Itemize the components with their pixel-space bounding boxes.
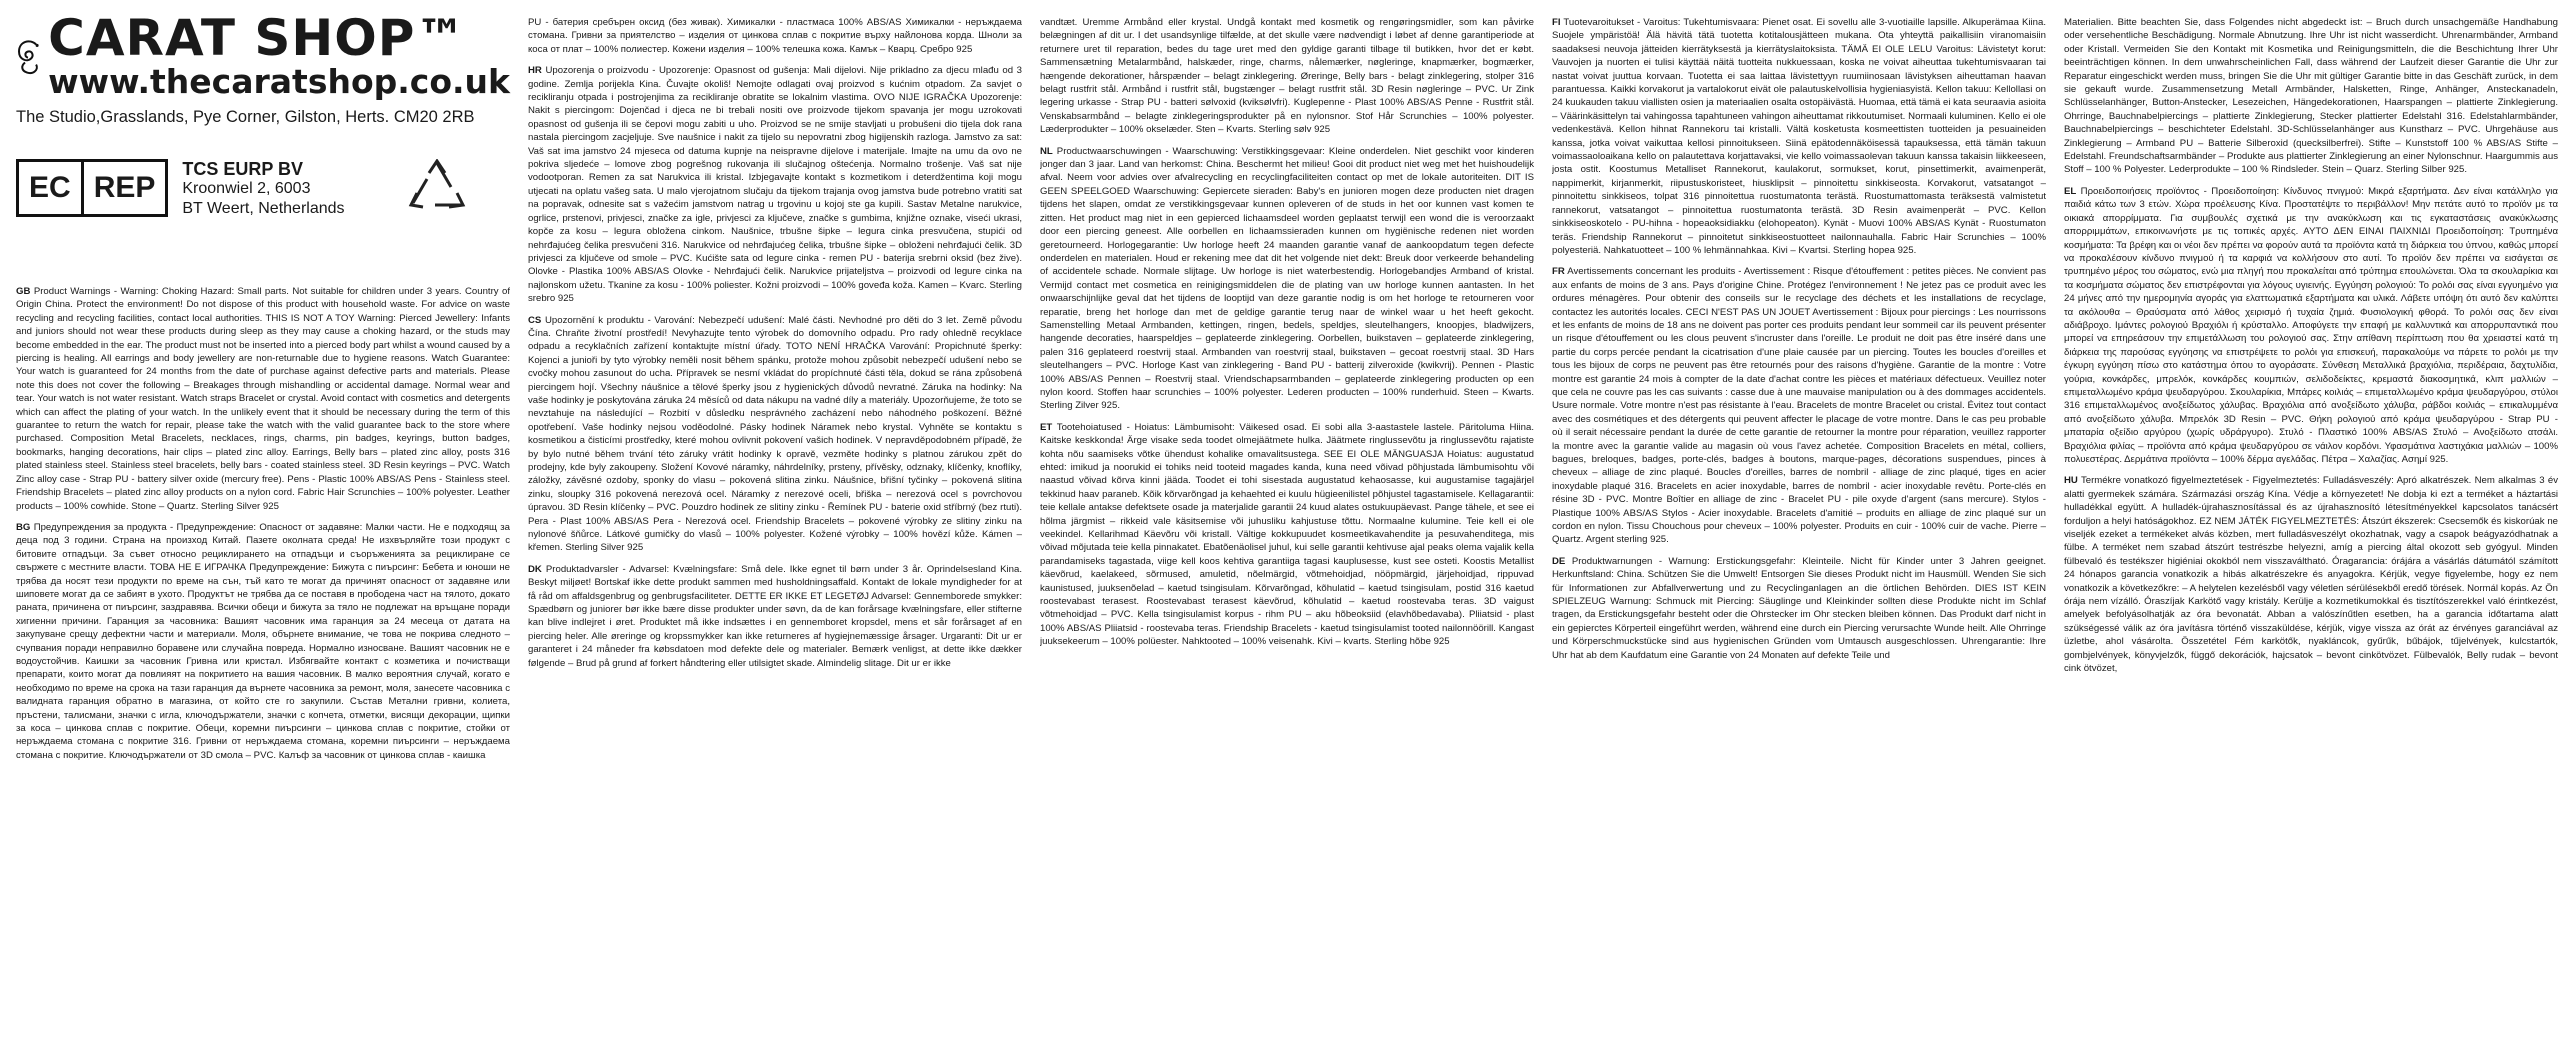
warning-paragraph: [1552, 265, 2046, 547]
ec-label: EC: [29, 171, 71, 204]
warning-paragraph: [16, 521, 510, 762]
paragraph-text: Προειδοποιήσεις προϊόντος - Προειδοποίηση: Κίνδυνος πνιγμού: Μικρά εξαρτήματα. Δεν είναι κατάλληλο για παιδιά κάτω των 3 ετών. Χώρα προέλευσης Κίνα. Προστατέψτε το περιβάλλον! Μην πετάτε αυτό το προϊόν με τα οικιακά απορρίμματα. Για συμβουλές σχετικά με την ανακύκλωση και τις εγκαταστάσεις ανακύκλωσης απορριμμάτων, επικοινωνήστε με τις τοπικές αρχές. ΑΥΤΟ ΔΕΝ ΕΙΝΑΙ ΠΑΙΧΝΙΔΙ Προειδοποίηση: Τρυπημένα κοσμήματα: Τα βρέφη και οι νέοι δεν πρέπει να φορούν αυτά τα προϊόντα κατά τη διάρκεια του ύπνου, καθώς μπορεί να προκαλέσουν κίνδυνο πνιγμού ή τα καρφιά να κολλήσουν στο αυτί. Το προϊόν δεν πρέπει να εισάγεται σε τρυπημένο μέρος του σώματος, ενώ μια πληγή που προκαλείται από τρύπημα επουλώνεται. Όλα τα σκουλαρίκια και τα κοσμήματα σώματος δεν επιστρέφονται για λόγους υγιεινής. Εγγύηση ρολογιού: Το ρολόι σας είναι εγγυημένο για 24 μήνες από την ημερομηνία αγοράς για ελαττωματικά εξαρτήματα και υλικά. Λάβετε υπόψη ότι αυτό δεν καλύπτει τα ακόλουθα – Θραύσματα από λάθος χειρισμό ή τυχαία ζημιά. Φυσιολογική φθορά. Το ρολόι σας δεν είναι αδιάβροχο. Ιμάντες ρολογιού Βραχιόλι ή κρύσταλλο. Αποφύγετε την επαφή με καλλυντικά και απορρυπαντικά που μπορεί να επηρεάσουν την επιμετάλλωση του ρολογιού σας. Στην απίθανη περίπτωση που θα χρειαστεί κατά τη διάρκεια της παρούσας εγγύησης να επιστρέψετε το ρολόι για επισκευή, παρακαλούμε να πάρετε το ρολόι με την έγκυρη εγγύηση πίσω στο κατάστημα όπου το αγοράσατε. Σύνθεση Μεταλλικά βραχιόλια, περιδέραια, δαχτυλίδια, γούρια, κονκάρδες, μπρελόκ, κονκάρδες κουμπιών, σελιδοδείκτες, κρεμαστά διακοσμητικά, κλιπ μαλλιών – επιμεταλλωμένο κράμα ψευδαργύρου. Σκουλαρίκια, Μπάρες κοιλιάς – επιμεταλλωμένο κράμα ψευδαργύρου, στύλοι 316 επιμεταλλωμένος ανοξείδωτος χάλυβας. Βραχιόλια από ανοξείδωτο χάλυβα, ράβδοι κοιλιάς – επικαλυμμένα από ανοξείδωτο χάλυβα. Μπρελόκ 3D Resin – PVC. Θήκη ρολογιού από κράμα ψευδαργύρου - Strap PU - μπαταρία οξείδιο αργύρου (χωρίς υδράργυρο). Στυλό - Πλαστικό 100% ABS/AS Στυλό – Ανοξείδωτο ατσάλι. Βραχιόλια φιλίας – προϊόντα από κράμα ψευδαργύρου σε νάιλον κορδόνι. Υφασμάτινα λαστιχάκια μαλλιών – 100% πολυεστέρας. Δερμάτινα προϊόντα – 100% δέρμα αγελάδας. Πέτρα – Χαλαζίας. Ασημί 925.: [2064, 185, 2558, 465]
language-code: DK: [528, 563, 542, 575]
text-column-1: [16, 285, 510, 1035]
ec-rep-city: BT Weert, Netherlands: [182, 200, 345, 217]
ec-rep-company: TCS EURP BV: [182, 159, 304, 179]
paragraph-text: Produktwarnungen - Warnung: Erstickungsgefahr: Kleinteile. Nicht für Kinder unter 3 Jahren geeignet. Herkunftsland: China. Schützen Sie die Umwelt! Entsorgen Sie dieses Produkt nicht im Hausmüll. Wenden Sie sich für Informationen zur Abfallverwertung und zu Recyclinganlagen an die örtlichen Behörden. DIES IST KEIN SPIELZEUG Warnung: Schmuck mit Piercing: Säuglinge und Kleinkinder sollten diese Produkte nicht im Schlaf tragen, da Erstickungsgefahr besteht oder die Ohrstecker im Ohr stecken bleiben können. Das Produkt darf nicht in ein gepierctes Körperteil eingeführt werden, während eine durch ein Piercing verursachte Wunde heilt. Alle Ohrringe und Körperschmuckstücke sind aus hygienischen Gründen vom Umtausch ausgeschlossen. Uhrengarantie: Ihre Uhr hat ab dem Kaufdatum eine Garantie von 24 Monaten auf defekte Teile und: [1552, 555, 2046, 661]
ec-rep-address: [182, 159, 344, 219]
language-code: HU: [2064, 475, 2078, 487]
paragraph-text: Produktadvarsler - Advarsel: Kvælningsfare: Små dele. Ikke egnet til børn under 3 år. Oprindelsesland Kina. Beskyt miljøet! Bortskaf ikke dette produkt sammen med husholdningsaffald. Kontakt de lokale myndigheder for at få råd om affaldsgenbrug og genbrugsfaciliteter. DETTE ER IKKE ET LEGETØJ Advarsel: Gennemborede smykker: Spædbørn og juniorer bør ikke bære disse produkter under søvn, da de kan forårsage kvælningsfare, eller stifterne kan blive indlejret i øret. Produktet må ikke indsættes i en gennemboret kropsdel, mens et sår forårsaget af en piercing heler. Alle øreringe og kropssmykker kan ikke returneres af hygiejnemæssige årsager. Urgaranti: Dit ur er garanteret i 24 måneder fra købsdatoen mod defekte dele og materialer. Bemærk venligst, at dette ikke dækker følgende – Brud på grund af forkert håndtering eller utilsigtet skade. Almindelig slitage. Dit ur er ikke: [528, 563, 1022, 669]
warning-paragraph: [528, 64, 1022, 305]
paragraph-text: Avertissements concernant les produits - Avertissement : Risque d'étouffement : petites pièces. Ne convient pas aux enfants de moins de 3 ans. Pays d'origine Chine. Protégez l'environnement ! Ne jetez pas ce produit avec les ordures ménagères. Pour obtenir des conseils sur le recyclage des déchets et les installations de recyclage, contactez les autorités locales. CECI N'EST PAS UN JOUET Avertissement : Bijoux pour piercings : Les nourrissons et les enfants de moins de 18 ans ne doivent pas porter ces produits pendant leur sommeil car ils peuvent présenter un risque d'étouffement ou les clous peuvent s'incruster dans l'oreille. Le produit ne doit pas être inséré dans une partie du corps percée pendant la cicatrisation d'une plaie causée par un piercing. Toutes les boucles d'oreilles et tous les bijoux de corps ne peuvent pas être retournés pour des raisons d'hygiène. Garantie de la montre : Votre montre est garantie 24 mois à compter de la date d'achat contre les pièces et matériaux défectueux. Veuillez noter que cela ne couvre pas les cas suivants : casse due à une mauvaise manipulation ou à des dommages accidentels. Usure normale. Votre montre n'est pas résistante à l'eau. Bracelets de montre Bracelet ou cristal. Évitez tout contact avec des cosmétiques et des détergents qui peuvent affecter le placage de votre montre. Dans le cas peu probable où il serait nécessaire pendant la durée de cette garantie de retourner la montre pour réparation, veuillez rapporter la montre avec la garantie valide au magasin où vous l'avez achetée. Composition Bracelets en métal, colliers, bagues, breloques, badges, porte-clés, badges à boutons, marque-pages, décorations suspendues, pinces à cheveux – alliage de zinc plaqué. Boucles d'oreilles, barres de nombril - alliage de zinc plaqué, tiges en acier inoxydable plaqué 316. Bracelets en acier inoxydable, barres de nombril - acier inoxydable revêtu. Porte-clés en résine 3D - PVC. Montre Boîtier en alliage de zinc - Bracelet PU - pile oxyde d'argent (sans mercure). Stylos - Plastique 100% ABS/AS Stylos - Acier inoxydable. Bracelets d'amitié – produits en alliage de zinc plaqué sur un cordon en nylon. Tissu Chouchous pour cheveux – 100% polyester. Produits en cuir - 100% cuir de vache. Pierre – Quartz. Argent sterling 925.: [1552, 266, 2046, 546]
text-column-3: [1040, 16, 1534, 1036]
language-code: FI: [1552, 17, 1561, 28]
paragraph-text: Materialien. Bitte beachten Sie, dass Folgendes nicht abgedeckt ist: – Bruch durch unsachgemäße Handhabung oder versehentliche Beschädigung. Normale Abnutzung. Ihre Uhr ist nicht wasserdicht. Uhrenarmbänder, Armband oder Kristall. Vermeiden Sie den Kontakt mit Kosmetika und Reinigungsmitteln, die die Beschichtung Ihrer Uhr beeinträchtigen können. In dem unwahrscheinlichen Fall, dass während der Laufzeit dieser Garantie die Uhr zur Reparatur eingeschickt werden muss, bringen Sie die Uhr mit gültiger Garantie bitte in das Geschäft zurück, in dem sie gekauft wurde. Zusammensetzung Metall Armbänder, Halsketten, Ringe, Anhänger, Ansteckanadeln, Schlüsselanhänger, Button-Anstecker, Lesezeichen, Hängedekorationen, Haarspangen – plattierte Zinklegierung. Ohrringe, Bauchnabelpiercings – plattierte Zinklegierung, Stecker plattierter Edelstahl 316. Edelstahlarmbänder, Bauchnabelpiercings – beschichteter Edelstahl. 3D-Schlüsselanhänger aus Kunstharz – PVC. Uhrgehäuse aus Zinklegierung – Armband PU – Batterie Silberoxid (quecksilberfrei). Stifte – Kunststoff 100 % ABS/AS Stifte – Edelstahl. Freundschaftsarmbänder – Produkte aus plattierter Zinklegierung an einer Nylonschnur. Haargummis aus Stoff – 100 % Polyester. Lederprodukte – 100 % Rindsleder. Stein – Quarz. Sterling Silber 925.: [2064, 17, 2558, 176]
ec-rep-block: [16, 159, 510, 219]
text-column-4: [1552, 16, 2046, 1036]
language-code: DE: [1552, 555, 1566, 567]
language-code: CS: [528, 314, 542, 326]
brand-url: www.thecaratshop.co.uk: [48, 62, 510, 101]
paragraph-text: Upozorenja o proizvodu - Upozorenje: Opasnost od gušenja: Mali dijelovi. Nije prikladno za djecu mlađu od 3 godine. Zemlja porijekla Kina. Čuvajte okoliš! Nemojte odlagati ovaj proizvod s kućnim otpadom. Za savjet o recikliranju otpada i postrojenjima za recikliranje obratite se lokalnim vlastima. OVO NIJE IGRAČKA Upozorenje: Nakit s piercingom: Dojenčad i djeca ne bi trebali nositi ove proizvode tijekom spavanja jer mogu uzrokovati opasnost od gušenja ili se čepovi mogu zabiti u uho. Proizvod se ne smije stavljati u probušeni dio tijela dok rana nastala piercingom zacjeljuje. Sve naušnice i nakit za tijelo su nepovratni zbog higijenskih razloga. Jamstvo za sat: Vaš sat ima jamstvo 24 mjeseca od datuma kupnje na neispravne dijelove i materijale. Imajte na umu da ovo ne pokriva sljedeće – lomove zbog pogrešnog rukovanja ili slučajnog oštećenja. Normalno trošenje. Vaš sat nije vodootporan. Remen za sat Narukvica ili kristal. Izbjegavajte kontakt s kozmetikom i deterdžentima koji mogu utjecati na oplatu vašeg sata. U malo vjerojatnom slučaju da tijekom trajanja ovog jamstva bude potrebno vratiti sat na popravak, odnesite sat s važećim jamstvom natrag u trgovinu u kojoj ste ga kupili. Sastav Metalne narukvice, ogrlice, prstenovi, privjesci, značke za igle, privjesci za ključeve, značke s gumbima, knjižne oznake, viseći ukrasi, kopče za kosu – legura obložena cinkom. Naušnice, trbušne šipke – legura cinka presvučena, stupići od nehrđajućeg čelika presvučeni 316. Narukvice od nehrđajućeg čelika, trbušne šipke – obloženi nehrđajući čelik. 3D privjesci za ključeve od smole – PVC. Kućište sata od legure cinka - remen PU - baterija srebrni oksid (bez žive). Olovke - Plastika 100% ABS/AS Olovke - Nehrđajući čelik. Narukvice prijateljstva – proizvodi od legure cinka na najlonskom užetu. Tkanine za kosu - 100% poliester. Kožni proizvodi – 100% goveđa koža. Kamen – Kvarc. Sterling srebro 925: [528, 65, 1022, 305]
warning-paragraph: [1552, 16, 2046, 257]
language-code: GB: [16, 286, 31, 297]
warning-paragraph: [1040, 145, 1534, 413]
brand-name: CARAT SHOP™: [48, 9, 467, 67]
warning-paragraph: [2064, 185, 2558, 467]
language-code: BG: [16, 521, 31, 533]
language-code: NL: [1040, 145, 1053, 157]
paragraph-text: Tuotevaroitukset - Varoitus: Tukehtumisvaara: Pienet osat. Ei sovellu alle 3-vuotiaille lapsille. Alkuperämaa Kiina. Suojele ympäristöä! Älä hävitä tätä tuotetta kotitalousjätteen mukana. Ota yhteyttä paikallisiin viranomaisiin saadaksesi neuvoja jätteiden kierrätyksestä ja kierrätyslaitoksista. TÄMÄ EI OLE LELU Varoitus: Lävistetyt korut: Vauvojen ja nuorten ei tulisi käyttää näitä tuotteita nukkuessaan, koska ne voivat aiheuttaa tukehtumisvaaran tai nastat voivat juuttua korvaan. Tuotetta ei saa laittaa lävistettyyn ruumiinosaan lävistyksen aiheuttaman haavan parantuessa. Kaikki korvakorut ja vartalokorut eivät ole palautuskelvollisia hygieniasyistä. Kellon takuu: Kellollasi on 24 kuukauden takuu viallisten osien ja materiaalien osalta ostopäivästä. Huomaa, että tämä ei kata seuraavia asioita – Väärinkäsittelyn tai vahingossa tapahtuneen vahingon aiheuttamat rikkoutumiset. Normaali kuluminen. Kello ei ole vedenkestävä. Kellon hihnat Rannekoru tai kristalli. Vältä kosketusta kosmeettisten tuotteiden ja pesuaineiden kanssa, jotka voivat vaikuttaa kellosi pinnoitukseen. Siinä epätodennäköisessä tapauksessa, että tämän takuun voimassaoloaikana kello on palautettava korjattavaksi, vie kello voimassaolevan takuun kanssa takaisin liikkeeseen, josta ostit. Koostumus Metalliset Rannekorut, kaulakorut, sormukset, korut, pinsettimerkit, avaimenperät, nappimerkit, kirjanmerkit, riipustuskoristeet, hiusklipsit – pinnoitettu sinkkiseosta. Korvakorut, vatsatangot – pinnoitettu sinkkiseos, tolpat 316 pinnoitettua ruostumatonta terästä. Ruostumattomasta teräksestä valmistetut rannekorut, vatsatangot – pinnoitettua ruostumatonta terästä. 3D Resin avaimenperät – PVC. Kellon sinkkiseoskotelo - PU-hihna - hopeaoksidiakku (elohopeaton). Kynät - Muovi 100% ABS/AS Kynät - Ruostumaton teräs. Friendship Rannekorut – pinnoitetut sinkkiseostuotteet nailonnauhalla. Fabric Hair Scrunchies – 100% polyesteriä. Nahkatuotteet – 100 % lehmännahkaa. Kivi – Kvartsi. Sterling hopea 925.: [1552, 17, 2046, 256]
warning-paragraph: [1552, 555, 2046, 662]
language-code: FR: [1552, 266, 1565, 278]
logo-row: [16, 9, 510, 101]
paragraph-text: Productwaarschuwingen - Waarschuwing: Verstikkingsgevaar: Kleine onderdelen. Niet geschikt voor kinderen jonger dan 3 jaar. Land van herkomst: China. Beschermt het milieu! Gooi dit product niet weg met het huishoudelijk afval. Neem voor advies over afvalrecycling en recyclingfaciliteiten contact op met de lokale autoriteiten. DIT IS GEEN SPEELGOED Waarschuwing: Gepiercete sieraden: Baby's en junioren mogen deze producten niet dragen tijdens het slapen, omdat ze verstikkingsgevaar kunnen opleveren of de studs in het oor kunnen vast komen te zitten. Het product mag niet in een gepierced lichaamsdeel worden geplaatst terwijl een wond die is veroorzaakt door een piercing geneest. Alle oorbellen en lichaamssieraden kunnen om hygiënische redenen niet worden geretourneerd. Horlogegarantie: Uw horloge heeft 24 maanden garantie vanaf de aankoopdatum tegen defecte onderdelen en materialen. Houd er rekening mee dat dit het volgende niet dekt: Breuk door verkeerde behandeling of accidentele schade. Normale slijtage. Uw horloge is niet waterbestendig. Horlogebandjes Armband of kristal. Vermijd contact met cosmetica en reinigingsmiddelen die de plating van uw horloge kunnen aantasten. In het onwaarschijnlijke geval dat het tijdens de looptijd van deze garantie nodig is om het horloge te retourneren voor reparatie, breng het horloge dan met de geldige garantie terug naar de winkel waar u het heeft gekocht. Samenstelling Metaal Armbanden, kettingen, ringen, bedels, speldjes, sleutelhangers, knoopjes, bladwijzers, hangende decoraties, haarspeldjes – geplateerde zinklegering. Oorbellen, buikstaven – geplateerde zinklegering, palen 316 geplateerd roestvrij staal. Armbanden van roestvrij staal, buikstaven – gecoat roestvrij staal. 3D Hars sleutelhangers – PVC. Horloge Kast van zinklegering - Band PU - batterij zilveroxide (kwikvrij). Pennen - Plastic 100% ABS/AS Pennen – Roestvrij staal. Vriendschapsarmbanden – geplateerde zinklegering producten op een nylon koord. Stoffen haar scrunchies – 100% polyester. Lederen producten – 100% runderhuid. Steen – Kwarts. Sterling Zilver 925.: [1040, 145, 1534, 412]
warning-paragraph: [2064, 474, 2558, 675]
text-column-2: [528, 16, 1022, 1036]
paragraph-text: Upozornění k produktu - Varování: Nebezpečí udušení: Malé části. Nevhodné pro děti do 3 let. Země původu Čína. Chraňte životní prostředí! Nevyhazujte tento výrobek do domovního odpadu. Pro rady ohledně recyklace odpadu a recyklačních zařízení kontaktujte místní úřady. TOTO NENÍ HRAČKA Varování: Propichnuté šperky: Kojenci a junioři by tyto výrobky neměli nosit během spánku, protože mohou způsobit nebezpečí udušení nebo se cvočky mohou zasunout do ucha. Přípravek se nesmí vkládat do propíchnuté části těla, dokud se rána způsobená piercingem hojí. Všechny náušnice a tělové šperky jsou z hygienických důvodů nevratné. Záruka na hodinky: Na vaše hodinky je poskytována záruka 24 měsíců od data nákupu na vadné díly a materiály. Upozorňujeme, že toto se nevztahuje na následující – Rozbití v důsledku nesprávného zacházení nebo náhodného poškození. Běžné opotřebení. Vaše hodinky nejsou voděodolné. Pásky hodinek Náramek nebo krystal. Vyhněte se kontaktu s kosmetikou a čisticími prostředky, které mohou ovlivnit pokovení vašich hodinek. V nepravděpodobném případě, že by bylo nutné během trvání této záruky vrátit hodinky k opravě, vezměte hodinky s platnou zárukou zpět do prodejny, kde byly zakoupeny. Složení Kovové náramky, náhrdelníky, prsteny, přívěsky, odznaky, klíčenky, knoflíky, záložky, závěsné ozdoby, sponky do vlasu – pokovená slitina zinku. Náušnice, břišní tyčinky – pokovená slitina zinku, sloupky 316 pokovená nerezová ocel. Náramky z nerezové oceli, břiška – nerezová ocel s povrchovou úpravou. 3D Resin klíčenky – PVC. Pouzdro hodinek ze slitiny zinku - Řemínek PU - baterie oxid stříbrný (bez rtuti). Pera - Plast 100% ABS/AS Pera - Nerezová ocel. Friendship Bracelets – pokovené výrobky ze slitiny zinku na nylonové šňůrce. Látkové gumičky do vlasů – 100% polyester. Kožené výrobky – 100% hovězí kůže. Kámen – křemen. Sterling Silver 925: [528, 314, 1022, 554]
warning-paragraph: [16, 285, 510, 513]
language-code: HR: [528, 65, 542, 77]
paragraph-text: Tootehoiatused - Hoiatus: Lämbumisoht: Väikesed osad. Ei sobi alla 3-aastastele lastele. Päritoluma Hiina. Kaitske keskkonda! Ärge visake seda toodet olmejäätmete hulka. Jäätmete ringlussevõtu ja ringlussevõtu rajatiste kohta nõu saamiseks võtke ühendust kohalike omavalitsustega. SEE EI OLE MÄNGUASJA Hoiatus: augustatud ehted: imikud ja noorukid ei tohiks neid tooteid magades kanda, kuna need võivad põhjustada lämbumisohtu või naastud võivad kõrva kinni jääda. Toodet ei tohi sisestada augustatud kehaosasse, kui augustamise tagajärjel tekkinud haav paraneb. Kõik kõrvarõngad ja kehaehted ei kuulu hügieenilistel põhjustel tagastamisele. Kellagarantii: teie kellale antakse defektsete osade ja materjalide garantii 24 kuud alates ostukuupäevast. Pange tähele, et see ei hõlma järgmist – rikkeid vale käsitsemise või juhusliku kahjustuse tõttu. Normaalne kulumine. Teie kell ei ole veekindel. Kellarihmad Käevõru või kristall. Vältige kokkupuudet kosmeetikavahendite ja pesuvahenditega, mis võivad mõjutada teie kella pinnakatet. Ebatõenäolisel juhul, kui selle garantii kehtivuse ajal peaks olema vajalik kella parandamiseks tagastada, viige kell koos kehtiva garantiiga tagasi kauplusesse, kust see osteti. Koostis Metallist käevõrud, kaelakeed, sõrmused, amuletid, nõelmärgid, võtmehoidjad, nööpmärgid, järjehoidjad, rippuvad kaunistused, juuksenõelad – kaetud tsingisulam. Kõrvarõngad, kõhulatid – kaetud tsingisulam, postid 316 kaetud roostevabast terasest. Roostevabast terasest käevõrud, kõhulatid – kaetud roostevaba teras. 3D vaigust võtmehoidjad – PVC. Kella tsingisulamist korpus - rihm PU – aku hõbeoksiid (elavhõbedavaba). Pliiatsid - plast 100% ABS/AS Pliiatsid - roostevaba teras. Friendship Bracelets - kaetud tsingisulamist tooted nailonnöörill. Kangast juuksekeerum – 100% polüester. Nahktooted – 100% veisenahk. Kivi – kvarts. Sterling hõbe 925: [1040, 421, 1534, 648]
warning-paragraph: [1040, 421, 1534, 649]
paragraph-text: vandtæt. Uremme Armbånd eller krystal. Undgå kontakt med kosmetik og rengøringsmidler, som kan påvirke belægningen af dit ur. I det usandsynlige tilfælde, at det skulle være nødvendigt i løbet af denne garantiperiode at returnere uret til reparation, bedes du tage uret med den gyldige garanti tilbage til butikken, hvor det er købt. Sammensætning Metalarmbånd, halskæder, ringe, charms, nålemærker, nøgleringe, knapmærker, bogmærker, hængende dekorationer, hårspænder – belagt zinklegering. Øreringe, Belly bars - belagt zinklegering, stolper 316 belagt rustfrit stål. Armbånd i rustfrit stål, bugstænger – belagt rustfrit stål. 3D Resin nøgleringe – PVC. Ur Zink legering urkasse - Strap PU - batteri sølvoxid (kviksølvfri). Kuglepenne - Plast 100% ABS/AS Penne - Rustfrit stål. Venskabsarmbånd – belagte zinklegeringsprodukter på en nylonsnor. Stof Hår Scrunchies – 100% polyester. Læderprodukter – 100% okselæder. Sten – Kvarts. Sterling sølv 925: [1040, 17, 1534, 136]
recycle-icon: [407, 159, 467, 219]
warning-paragraph: [528, 16, 1022, 56]
text-column-5: [2064, 16, 2558, 1036]
paragraph-text: Product Warnings - Warning: Choking Hazard: Small parts. Not suitable for children under 3 years. Country of Origin China. Protect the environment! Do not dispose of this product with household waste. For advice on waste recycling and recycling facilities, contact local authorities. THIS IS NOT A TOY Warning: Pierced Jewellery: Infants and juniors should not wear these products during sleep as they may cause a choking hazard, or the studs may become embedded in the ear. The product must not be inserted into a pierced body part whilst a wound caused by a piercing is healing. All earrings and body jewellery are non-returnable due to hygiene reasons. Watch Guarantee: Your watch is guaranteed for 24 months from the date of purchase against defective parts and materials. Please note this does not cover the following – Breakages through mishandling or accidental damage. Normal wear and tear. Your watch is not water resistant. Watch straps Bracelet or crystal. Avoid contact with cosmetics and detergents which can affect the plating of your watch. In the unlikely event that it should be necessary during the term of this guarantee to return the watch for repair, please take the watch with the valid guarantee back to the store where purchased. Composition Metal Bracelets, necklaces, rings, charms, pin badges, keyrings, button badges, bookmarks, hanging decorations, hair clips – plated zinc alloy. Earrings, Belly bars – plated zinc alloy, posts 316 plated stainless steel. Stainless steel bracelets, belly bars - coated stainless steel. 3D Resin keyrings – PVC. Watch Zinc alloy case - Strap PU - battery silver oxide (mercury free). Pens - Plastic 100% ABS/AS Pens - Stainless steel. Friendship Bracelets – plated zinc alloy products on a nylon cord. Fabric Hair Scrunchies – 100% polyester. Leather products – 100% cowhide. Stone – Quartz. Sterling Silver 925: [16, 286, 510, 512]
brand-address: The Studio,Grasslands, Pye Corner, Gilston, Herts. CM20 2RB: [16, 108, 475, 126]
language-code: EL: [2064, 185, 2077, 197]
paragraph-text: Termékre vonatkozó figyelmeztetések - Figyelmeztetés: Fulladásveszély: Apró alkatrészek. Nem alkalmas 3 év alatti gyermekek számára. Származási ország Kína. Védje a környezetet! Ne dobja ki ezt a terméket a háztartási hulladékkal együtt. A hulladék-újrahasznosítással és az újrahasznosító létesítményekkel kapcsolatos tanácsért forduljon a helyi hatóságokhoz. EZ NEM JÁTÉK FIGYELMEZTETÉS: Átszúrt ékszerek: Csecsemők és kiskorúak ne viseljék ezeket a termékeket alvás közben, mert fulladásveszélyt okozhatnak, vagy a csapok beágyazódhatnak a fülbe. A terméket nem szabad átszúrt testrészbe helyezni, amíg a piercing által okozott seb gyógyul. Minden fülbevaló és testékszer higiéniai okokból nem visszaváltható. Óragarancia: órájára a vásárlás dátumától számított 24 hónapos garancia vonatkozik a hibás alkatrészekre és anyagokra. Kérjük, vegye figyelembe, hogy ez nem vonatkozik a következőkre: – A helytelen kezelésből vagy véletlen sérülésekből eredő törések. Normál kopás. Az Ön órája nem vízálló. Óraszíjak Karkötő vagy kristály. Kerülje a kozmetikumokkal és tisztítószerekkel való érintkezést, amelyek befolyásolhatják az óra bevonatát. Abban a valószínűtlen esetben, ha a garancia időtartama alatt szükségessé válik az óra javításra történő visszaküldése, kérjük, vigye vissza az órát az érvényes garanciával az üzletbe, ahol vásárolta. Összetétel Fém karkötők, nyakláncok, gyűrűk, bűbájok, tűjelvények, kulcstartók, gombjelvények, könyvjelzők, függő dekorációk, hajcsatok – bevont cinkötvözet. Fülbevalók, Belly rudak – bevont cink ötvözet,: [2064, 475, 2558, 675]
ec-rep-street: Kroonwiel 2, 6003: [182, 180, 311, 197]
warning-paragraph: [2064, 16, 2558, 177]
language-code: ET: [1040, 421, 1053, 433]
brand-block: [16, 9, 510, 274]
paragraph-text: PU - батерия сребърен оксид (без живак). Химикалки - пластмаса 100% ABS/AS Химикалки - неръждаема стомана. Гривни за приятелство – изделия от цинкова сплав с покритие върху найлонова корда. Шноли за коса от плат – 100% полиестер. Кожени изделия – 100% телешка кожа. Камък – Кварц. Сребро 925: [528, 17, 1022, 55]
warning-paragraph: [528, 314, 1022, 555]
warning-paragraph: [528, 563, 1022, 670]
rep-label: REP: [81, 162, 166, 214]
warning-paragraph: [1040, 16, 1534, 137]
ec-rep-symbol: [16, 159, 168, 217]
carat-shop-logo-icon: [16, 19, 42, 93]
paragraph-text: Предупреждения за продукта - Предупреждение: Опасност от задавяне: Малки части. Не е подходящ за деца под 3 години. Страна на произход Китай. Пазете околната среда! Не изхвърляйте този продукт с битовите отпадъци. За съвет относно рециклирането на отпадъци и съоръженията за рециклиране се свържете с местните власти. ТОВА НЕ Е ИГРАЧКА Предупреждение: Бижута с пиърсинг: Бебета и юноши не трябва да носят тези продукти по време на сън, тъй като те могат да причинят опасност от задавяне или шиповете могат да се забият в ухото. Продуктът не трябва да се поставя в прободена част на тялото, докато раната, причинена от пиърсинг, заздравява. Всички обеци и бижута за тяло не подлежат на връщане поради хигиенни причини. Гаранция за часовника: Вашият часовник има гаранция за 24 месеца от датата на закупуване срещу дефектни части и материали. Моля, обърнете внимание, че това не покрива следното – счупвания поради неправилно боравене или случайна повреда. Нормално износване. Вашият часовник не е водоустойчив. Каишки за часовник Гривна или кристал. Избягвайте контакт с козметика и почистващи препарати, които могат да повлияят на покритието на вашия часовник. В малко вероятния случай, когато е необходимо по време на срока на тази гаранция да върнете часовника за ремонт, моля, занесете часовника с валидната гаранция обратно в магазина, от който сте го закупили. Състав Метални гривни, колиета, пръстени, талисмани, значки с игла, ключодържатели, значки с копчета, отметки, висящи декорации, щипки за коса – цинкова сплав с покритие. Обеци, коремни пиърсинги – цинкова сплав с покритие, стойки от неръждаема стомана с покритие 316. Гривни от неръждаема стомана, коремни пиърсинги – неръждаема стомана с покритие. Ключодържатели от 3D смола – PVC. Калъф за часовник от цинкова сплав - каишка: [16, 521, 510, 761]
